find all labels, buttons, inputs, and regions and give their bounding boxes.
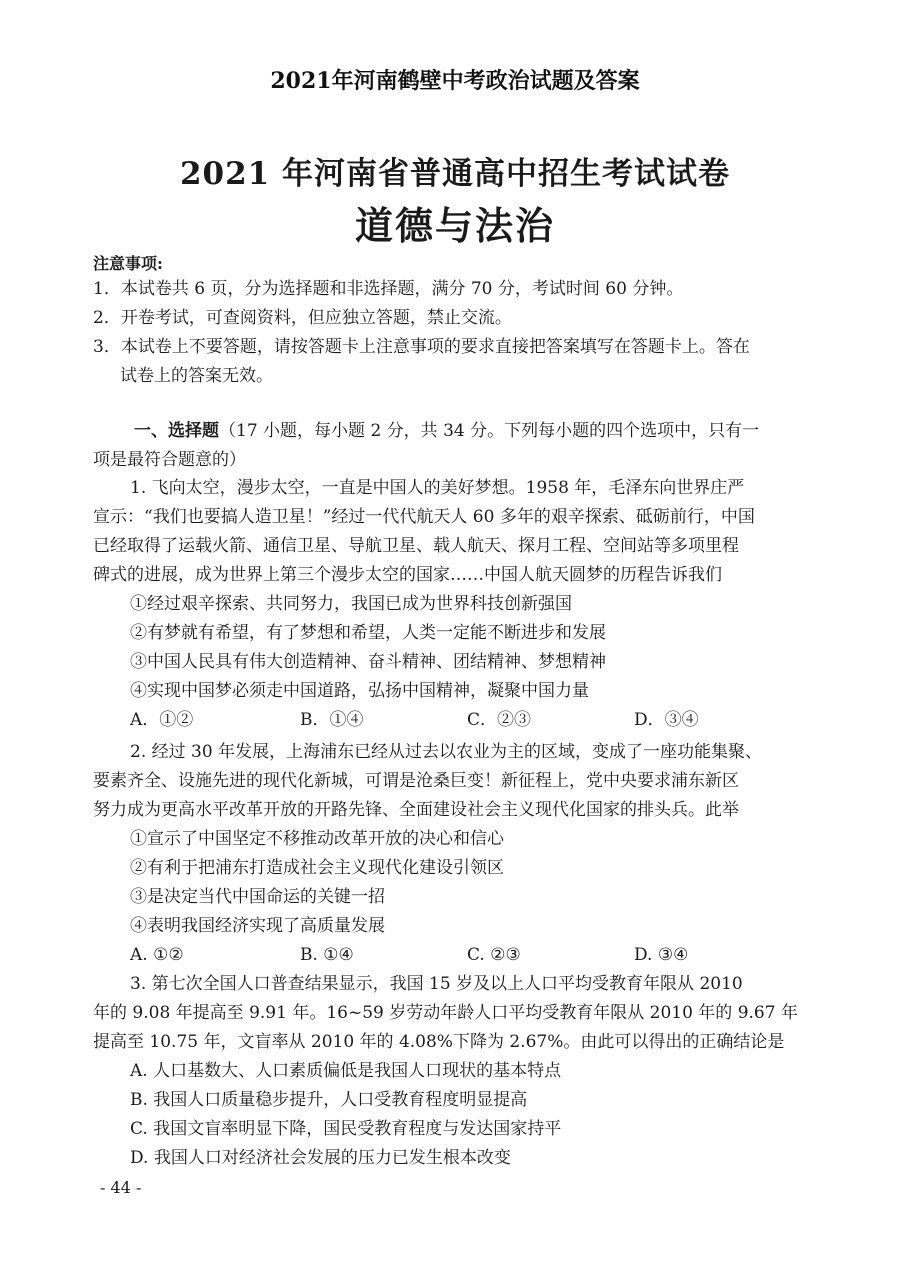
section-heading-text: （17 小题，每小题 2 分，共 34 分。下列每小题的四个选项中，只有一 (219, 421, 760, 441)
notice-item: 3．本试卷上不要答题，请按答题卡上注意事项的要求直接把答案填写在答题卡上。答在 (93, 337, 750, 357)
question-2-statement: ①宣示了中国坚定不移推动改革开放的决心和信心 (130, 829, 504, 849)
notice-item: 1．本试卷共 6 页，分为选择题和非选择题，满分 70 分，考试时间 60 分钟。 (93, 279, 684, 299)
question-1-option-c: C．②③ (467, 710, 532, 730)
question-2-stem-line: 努力成为更高水平改革开放的开路先锋、全面建设社会主义现代化国家的排头兵。此举 (93, 800, 739, 820)
question-3-stem-line: 3. 第七次全国人口普查结果显示，我国 15 岁及以上人口平均受教育年限从 2010 (130, 974, 743, 994)
question-2-option-d: D. ③④ (634, 945, 689, 965)
section-heading-continued: 项是最符合题意的） (93, 450, 246, 470)
question-2-statement: ②有利于把浦东打造成社会主义现代化建设引领区 (130, 858, 504, 878)
question-2-option-a: A. ①② (130, 945, 184, 965)
question-3-stem-line: 提高至 10.75 年，文盲率从 2010 年的 4.08%下降为 2.67%。由此可以得出的正确结论是 (93, 1032, 785, 1052)
notice-item: 试卷上的答案无效。 (120, 366, 273, 386)
question-2-stem-line: 2. 经过 30 年发展，上海浦东已经从过去以农业为主的区域，变成了一座功能集聚、 (130, 742, 763, 762)
question-1-option-a: A．①② (130, 710, 194, 730)
question-2-stem-line: 要素齐全、设施先进的现代化新城，可谓是沧桑巨变！新征程上，党中央要求浦东新区 (93, 771, 739, 791)
question-3-option-b: B. 我国人口质量稳步提升，人口受教育程度明显提高 (130, 1090, 528, 1110)
question-1-stem-line: 宣示：“我们也要搞人造卫星！”经过一代代航天人 60 多年的艰辛探索、砥砺前行，中国 (93, 507, 755, 527)
question-2-option-c: C. ②③ (467, 945, 521, 965)
question-3-option-a: A. 人口基数大、人口素质偏低是我国人口现状的基本特点 (130, 1061, 562, 1081)
question-2-option-b: B. ①④ (300, 945, 354, 965)
notice-heading: 注意事项: (93, 254, 163, 273)
question-3-option-d: D. 我国人口对经济社会发展的压力已发生根本改变 (130, 1148, 511, 1168)
question-3-option-c: C. 我国文盲率明显下降，国民受教育程度与发达国家持平 (130, 1119, 562, 1139)
section-heading (134, 419, 759, 443)
exam-title: 2021 年河南省普通高中招生考试试卷 (179, 156, 731, 192)
question-2-statement: ③是决定当代中国命运的关键一招 (130, 887, 385, 907)
question-3-stem-line: 年的 9.08 年提高至 9.91 年。16~59 岁劳动年龄人口平均受教育年限从 2010 年的 9.67 年 (93, 1003, 798, 1023)
question-1-statement: ②有梦就有希望，有了梦想和希望，人类一定能不断进步和发展 (130, 623, 606, 643)
question-1-options (0, 708, 910, 732)
question-1-stem-line: 1. 飞向太空，漫步太空，一直是中国人的美好梦想。1958 年，毛泽东向世界庄严 (130, 478, 745, 498)
question-1-option-b: B．①④ (300, 710, 364, 730)
notice-item: 2．开卷考试，可查阅资料，但应独立答题，禁止交流。 (93, 308, 512, 328)
document-header-title: 2021年河南鹤壁中考政治试题及答案 (270, 68, 640, 94)
question-1-statement: ④实现中国梦必须走中国道路，弘扬中国精神，凝聚中国力量 (130, 681, 589, 701)
question-1-stem-line: 已经取得了运载火箭、通信卫星、导航卫星、载人航天、探月工程、空间站等多项里程 (93, 536, 739, 556)
subject-title: 道德与法治 (354, 203, 555, 248)
question-2-options (0, 943, 910, 967)
question-1-stem-line: 碑式的进展，成为世界上第三个漫步太空的国家……中国人航天圆梦的历程告诉我们 (93, 565, 722, 585)
section-heading-label: 一、选择题 (134, 421, 219, 441)
question-2-statement: ④表明我国经济实现了高质量发展 (130, 916, 385, 936)
page-number: - 44 - (100, 1178, 142, 1197)
question-1-option-d: D．③④ (634, 710, 699, 730)
question-1-statement: ③中国人民具有伟大创造精神、奋斗精神、团结精神、梦想精神 (130, 652, 606, 672)
question-1-statement: ①经过艰辛探索、共同努力，我国已成为世界科技创新强国 (130, 594, 572, 614)
